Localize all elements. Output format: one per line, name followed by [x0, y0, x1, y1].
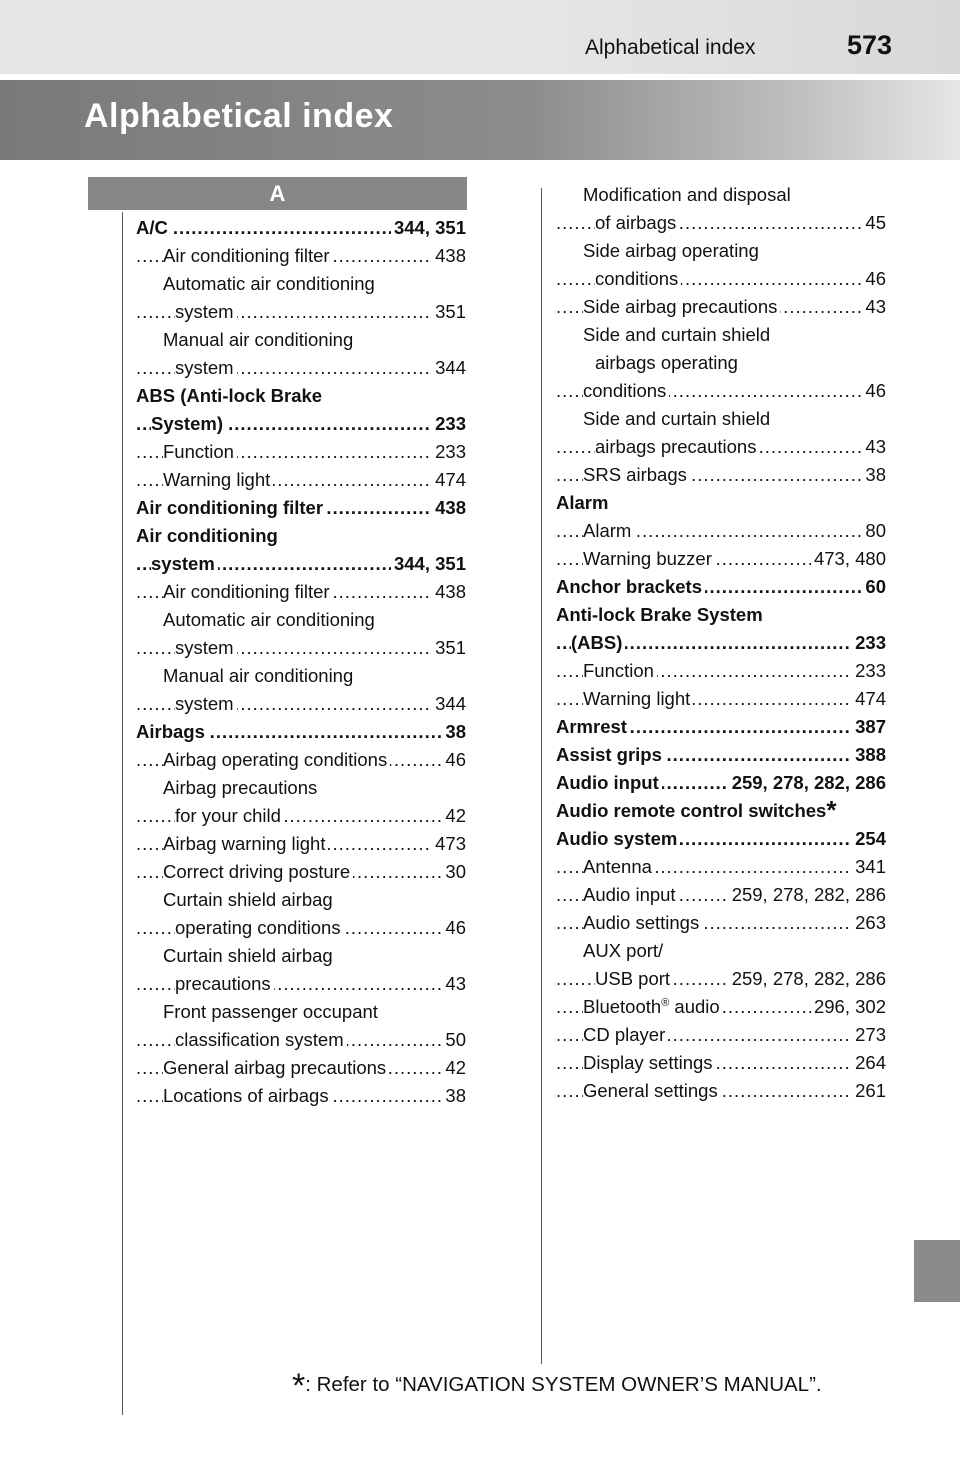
entry-term: Side and curtain shield	[583, 324, 771, 345]
index-entry	[556, 713, 886, 741]
index-entry	[136, 914, 466, 942]
index-entry	[136, 410, 466, 438]
entry-term: Warning buzzer	[583, 548, 715, 569]
entry-page: 263	[852, 909, 886, 937]
asterisk-mark: *	[292, 1367, 306, 1405]
index-entry	[136, 746, 466, 774]
entry-page: 438	[432, 494, 466, 522]
registered-mark: ®	[661, 996, 670, 1009]
index-entry	[136, 802, 466, 830]
asterisk-mark: *	[826, 797, 837, 825]
entry-term: Air conditioning	[136, 525, 278, 546]
entry-page: 254	[852, 825, 886, 853]
index-letter-heading: A	[88, 177, 467, 210]
entry-page: 438	[432, 578, 466, 606]
index-entry	[556, 797, 886, 825]
index-entry	[136, 606, 466, 634]
index-entry	[556, 349, 886, 377]
column-divider	[541, 188, 542, 1364]
entry-term: Curtain shield airbag	[163, 889, 333, 910]
entry-term: Audio input	[583, 884, 679, 905]
index-entry	[136, 298, 466, 326]
entry-page: 264	[852, 1049, 886, 1077]
entry-term: Modification and disposal	[583, 184, 791, 205]
index-entry	[556, 1049, 886, 1077]
index-entry	[556, 657, 886, 685]
entry-page: 388	[852, 741, 886, 769]
entry-term: airbags operating	[595, 352, 738, 373]
entry-term: Audio input	[556, 772, 662, 793]
entry-page: 473, 480	[811, 545, 886, 573]
index-entry	[556, 853, 886, 881]
entry-term: Audio settings	[583, 912, 702, 933]
index-entry	[136, 998, 466, 1026]
entry-term: Manual air conditioning	[163, 665, 354, 686]
header-section-title: Alphabetical index	[585, 36, 756, 59]
index-entry	[136, 634, 466, 662]
entry-page: 43	[862, 433, 886, 461]
entry-term: Manual air conditioning	[163, 329, 354, 350]
index-entry	[556, 629, 886, 657]
header-band	[0, 0, 960, 74]
entry-term: General settings	[583, 1080, 721, 1101]
index-entry	[136, 886, 466, 914]
entry-term: Function	[163, 441, 237, 462]
index-entry	[556, 965, 886, 993]
entry-term: Side airbag operating	[583, 240, 759, 261]
entry-page: 351	[432, 298, 466, 326]
index-entry	[136, 550, 466, 578]
entry-page: 344	[432, 690, 466, 718]
left-margin-line	[122, 212, 123, 1415]
index-entry	[556, 573, 886, 601]
index-entry	[556, 1021, 886, 1049]
index-entry	[556, 377, 886, 405]
entry-term: of airbags	[595, 212, 679, 233]
entry-term: classification system	[175, 1029, 347, 1050]
index-entry	[136, 382, 466, 410]
index-column-right	[556, 181, 886, 1105]
entry-page: 273	[852, 1021, 886, 1049]
entry-term: Airbag operating conditions	[163, 749, 390, 770]
entry-term: system	[151, 553, 218, 574]
index-entry	[556, 237, 886, 265]
entry-term: operating conditions	[175, 917, 344, 938]
index-entry	[556, 405, 886, 433]
entry-page: 46	[442, 746, 466, 774]
entry-term: General airbag precautions	[163, 1057, 389, 1078]
index-entry	[136, 718, 466, 746]
page-number: 573	[847, 30, 893, 60]
entry-term: Air conditioning filter	[163, 245, 333, 266]
index-column-left	[136, 214, 466, 1110]
index-entry	[556, 601, 886, 629]
entry-term: Locations of airbags	[163, 1085, 332, 1106]
entry-term: Audio remote control switches*	[556, 797, 837, 825]
index-entry	[136, 830, 466, 858]
index-entry	[136, 354, 466, 382]
index-entry	[136, 578, 466, 606]
entry-term: Alarm	[583, 520, 634, 541]
entry-page: 259, 278, 282, 286	[729, 769, 886, 797]
index-entry	[556, 545, 886, 573]
index-entry	[136, 466, 466, 494]
entry-term: conditions	[583, 380, 669, 401]
entry-page: 259, 278, 282, 286	[729, 881, 886, 909]
index-entry	[556, 741, 886, 769]
entry-page: 38	[442, 1082, 466, 1110]
entry-term: airbags precautions	[595, 436, 759, 457]
index-entry	[136, 1082, 466, 1110]
index-entry	[136, 662, 466, 690]
entry-term: Side and curtain shield	[583, 408, 771, 429]
index-entry	[556, 881, 886, 909]
entry-page: 46	[862, 265, 886, 293]
index-entry	[136, 522, 466, 550]
entry-term: Antenna	[583, 856, 655, 877]
entry-page: 233	[432, 410, 466, 438]
entry-page: 46	[442, 914, 466, 942]
entry-page: 344	[432, 354, 466, 382]
entry-page: 45	[862, 209, 886, 237]
index-entry	[136, 270, 466, 298]
entry-page: 42	[442, 1054, 466, 1082]
index-entry	[136, 1054, 466, 1082]
entry-page: 474	[432, 466, 466, 494]
entry-page: 438	[432, 242, 466, 270]
entry-term: A/C	[136, 217, 171, 238]
index-entry	[556, 489, 886, 517]
entry-page: 351	[432, 634, 466, 662]
entry-page: 261	[852, 1077, 886, 1105]
entry-page: 233	[852, 657, 886, 685]
entry-page: 296, 302	[811, 993, 886, 1021]
index-entry	[556, 937, 886, 965]
index-entry	[136, 858, 466, 886]
entry-page: 80	[862, 517, 886, 545]
entry-page: 344, 351	[391, 214, 466, 242]
entry-term: Assist grips	[556, 744, 665, 765]
index-entry	[556, 293, 886, 321]
index-entry	[556, 769, 886, 797]
entry-term: AUX port/	[583, 940, 664, 961]
entry-term: system	[175, 693, 237, 714]
index-entry	[556, 517, 886, 545]
entry-term: USB port	[595, 968, 673, 989]
index-entry	[556, 321, 886, 349]
footnote-text: : Refer to “NAVIGATION SYSTEM OWNER’S MANUAL”.	[305, 1373, 822, 1396]
entry-page: 259, 278, 282, 286	[729, 965, 886, 993]
index-entry	[136, 690, 466, 718]
entry-page: 341	[852, 853, 886, 881]
entry-term: Side airbag precautions	[583, 296, 780, 317]
index-entry	[136, 494, 466, 522]
entry-term: Warning light	[583, 688, 693, 709]
footnote	[292, 1367, 822, 1405]
index-entry	[136, 326, 466, 354]
entry-page: 42	[442, 802, 466, 830]
entry-term: system	[175, 637, 237, 658]
entry-term: Warning light	[163, 469, 273, 490]
entry-page: 43	[442, 970, 466, 998]
entry-page: 43	[862, 293, 886, 321]
entry-term: Armrest	[556, 716, 630, 737]
entry-page: 38	[862, 461, 886, 489]
index-entry	[556, 685, 886, 713]
index-entry	[136, 970, 466, 998]
entry-term: Anti-lock Brake System	[556, 604, 763, 625]
entry-term: Bluetooth® audio	[583, 996, 723, 1017]
entry-page: 344, 351	[391, 550, 466, 578]
entry-term: Anchor brackets	[556, 576, 705, 597]
entry-term: Front passenger occupant	[163, 1001, 378, 1022]
entry-page: 30	[442, 858, 466, 886]
entry-term: Correct driving posture	[163, 861, 353, 882]
entry-term: system	[175, 357, 237, 378]
entry-term: SRS airbags	[583, 464, 690, 485]
entry-term: for your child	[175, 805, 284, 826]
entry-page: 473	[432, 830, 466, 858]
index-entry	[136, 942, 466, 970]
index-entry	[136, 1026, 466, 1054]
index-entry	[136, 214, 466, 242]
entry-term: precautions	[175, 973, 274, 994]
section-thumb-tab	[914, 1240, 960, 1302]
entry-term: Air conditioning filter	[136, 497, 326, 518]
entry-page: 46	[862, 377, 886, 405]
entry-term: (ABS)	[571, 632, 625, 653]
entry-term: system	[175, 301, 237, 322]
entry-page: 387	[852, 713, 886, 741]
index-entry	[556, 1077, 886, 1105]
index-entry	[556, 209, 886, 237]
index-entry	[556, 461, 886, 489]
index-entry	[136, 774, 466, 802]
entry-page: 233	[852, 629, 886, 657]
index-entry	[556, 993, 886, 1021]
entry-term: CD player	[583, 1024, 668, 1045]
entry-term: Automatic air conditioning	[163, 609, 375, 630]
index-entry	[556, 825, 886, 853]
entry-term: Airbag warning light	[163, 833, 328, 854]
index-entry	[136, 242, 466, 270]
entry-term: Display settings	[583, 1052, 716, 1073]
entry-term: System)	[151, 413, 226, 434]
page-title: Alphabetical index	[84, 97, 394, 135]
entry-page: 60	[862, 573, 886, 601]
index-entry	[556, 181, 886, 209]
entry-term: Function	[583, 660, 657, 681]
entry-page: 233	[432, 438, 466, 466]
entry-page: 474	[852, 685, 886, 713]
entry-term: Airbags	[136, 721, 208, 742]
entry-page: 38	[442, 718, 466, 746]
entry-term: Curtain shield airbag	[163, 945, 333, 966]
entry-term: Alarm	[556, 492, 609, 513]
index-entry	[556, 909, 886, 937]
index-entry	[556, 265, 886, 293]
entry-term: Automatic air conditioning	[163, 273, 375, 294]
entry-term: Air conditioning filter	[163, 581, 333, 602]
entry-page: 50	[442, 1026, 466, 1054]
entry-term: conditions	[595, 268, 681, 289]
entry-term: Audio system	[556, 828, 680, 849]
index-entry	[556, 433, 886, 461]
entry-term: Airbag precautions	[163, 777, 318, 798]
index-entry	[136, 438, 466, 466]
entry-term: ABS (Anti-lock Brake	[136, 385, 323, 406]
